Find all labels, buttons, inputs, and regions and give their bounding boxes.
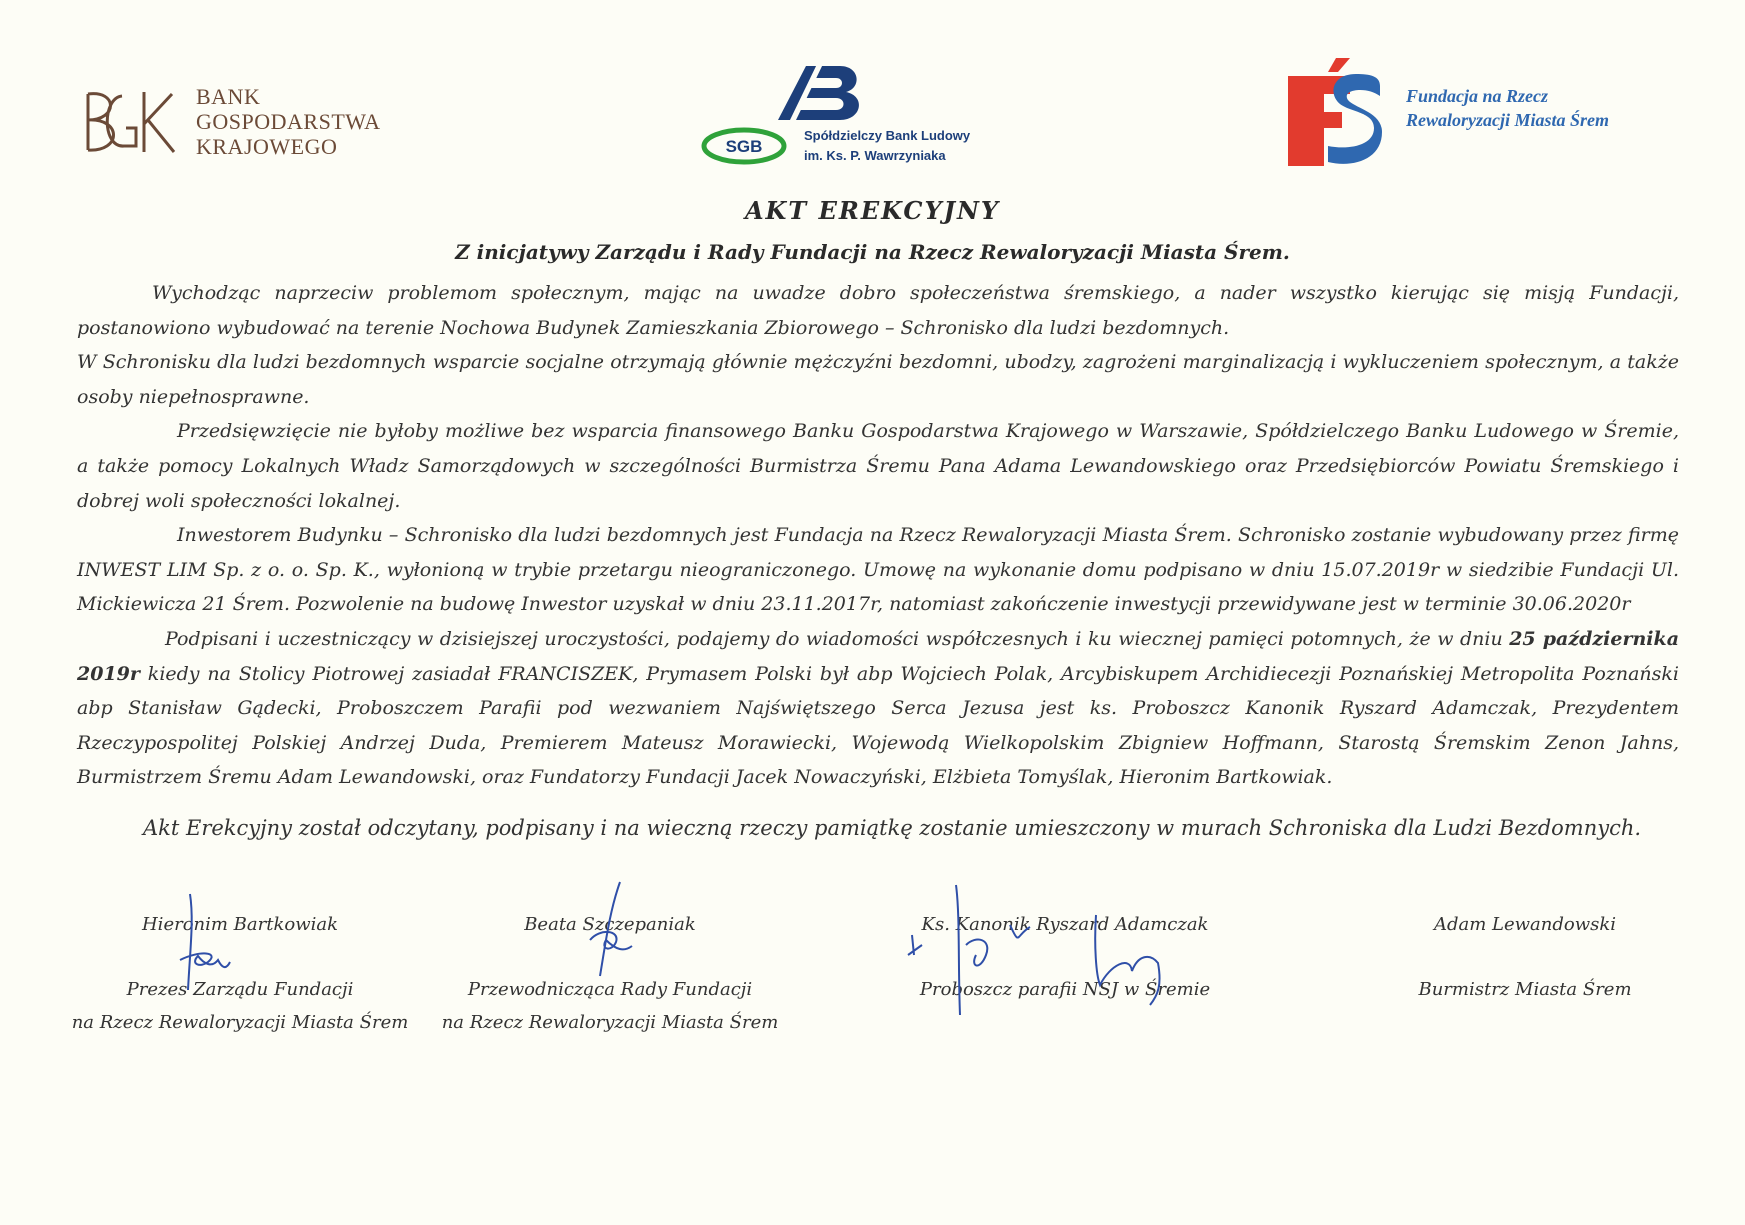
- bgk-line-3: KRAJOWEGO: [196, 134, 338, 159]
- bgk-name: [196, 84, 380, 159]
- document-body: [77, 276, 1679, 795]
- signatory-name: Beata Szczepaniak: [524, 914, 696, 935]
- signatory-role-line-2: na Rzecz Rewaloryzacji Miasta Śrem: [441, 1012, 779, 1033]
- fundacja-line-1: Fundacja na Rzecz: [1406, 86, 1549, 106]
- sgb-logo: [700, 58, 970, 168]
- signatory-name: Hieronim Bartkowiak: [141, 914, 339, 935]
- paragraph-2: W Schronisku dla ludzi bezdomnych wsparcie socjalne otrzymają głównie mężczyźni bezdomni, ubodzy, zagrożeni marginalizacją i wykluczeniem społecznym, a także osoby niepełnosprawne.: [77, 351, 1679, 408]
- fundacja-logo: [1288, 56, 1688, 171]
- sgb-badge-text: SGB: [725, 137, 763, 156]
- sgb-name-line-1: Spółdzielczy Bank Ludowy: [804, 128, 971, 143]
- signatory-name: Adam Lewandowski: [1433, 914, 1617, 935]
- signatory-role: Burmistrz Miasta Śrem: [1418, 979, 1632, 1000]
- signatory-4: [1375, 908, 1675, 1006]
- ceremony-date: 25 października 2019r: [77, 627, 1680, 685]
- document-subtitle: Z inicjatywy Zarządu i Rady Fundacji na Rzecz Rewaloryzacji Miasta Śrem.: [455, 240, 1290, 264]
- fundacja-line-2: Rewaloryzacji Miasta Śrem: [1406, 110, 1610, 130]
- paragraph-5: [77, 622, 1679, 795]
- bgk-monogram-icon: [78, 84, 178, 158]
- signatory-name: Ks. Kanonik Ryszard Adamczak: [921, 914, 1209, 935]
- bgk-line-2: GOSPODARSTWA: [196, 109, 381, 134]
- bgk-logo: [78, 80, 418, 160]
- bgk-line-1: BANK: [196, 84, 261, 109]
- paragraph-4: Inwestorem Budynku – Schronisko dla ludzi bezdomnych jest Fundacja na Rzecz Rewaloryzacji Miasta Śrem. Schronisko zostanie wybudowany przez firmę INWEST LIM Sp. z o. o. Sp. K., wyłonioną w trybie przetargu nieograniczonego. Umowę na wykonanie domu podpisano w dniu 15.07.2019r w siedzibie Fundacji Ul. Mickiewicza 21 Śrem. Pozwolenie na budowę Inwestor uzyskał w dniu 23.11.2017r, natomiast zakończenie inwestycji przewidywane jest w terminie 30.06.2020r: [77, 524, 1679, 616]
- paragraph-5-start: Podpisani i uczestniczący w dzisiejszej uroczystości, podajemy do wiadomości współczesnych i ku wiecznej pamięci potomnych, że w dniu: [165, 627, 1510, 650]
- paragraph-1: Wychodząc naprzeciw problemom społecznym, mając na uwadze dobro społeczeństwa śremskiego, a nader wszystko kierując się misją Fundacji, postanowiono wybudować na terenie Nochowa Budynek Zamieszkania Zbiorowego – Schronisko dla ludzi bezdomnych.: [77, 282, 1679, 339]
- signatory-3: [900, 908, 1230, 1006]
- signatory-role: Prezes Zarządu Fundacji: [126, 979, 354, 1000]
- paragraph-3: Przedsięwzięcie nie byłoby możliwe bez wsparcia finansowego Banku Gospodarstwa Krajowego w Warszawie, Spółdzielczego Banku Ludowego w Śremie, a także pomocy Lokalnych Władz Samorządowych w szczególności Burmistrza Śremu Pana Adama Lewandowskiego oraz Przedsiębiorców Powiatu Śremskiego i dobrej woli społeczności lokalnej.: [77, 420, 1679, 512]
- sgb-name-line-2: im. Ks. P. Wawrzyniaka: [804, 148, 946, 163]
- signatory-2: [430, 908, 790, 1039]
- fundacja-name: [1406, 84, 1609, 132]
- fundacja-mark-icon: [1288, 56, 1383, 168]
- document-title: AKT EREKCYJNY: [744, 196, 1001, 225]
- signatory-role: Proboszcz parafii NSJ w Śremie: [919, 979, 1211, 1000]
- signatory-role: Przewodnicząca Rady Fundacji: [467, 979, 753, 1000]
- signatory-1: [60, 908, 420, 1039]
- closing-statement: Akt Erekcyjny został odczytany, podpisany i na wieczną rzeczy pamiątkę zostanie umieszczony w murach Schroniska dla Ludzi Bezdomnych.: [143, 816, 1642, 840]
- signatory-role-line-2: na Rzecz Rewaloryzacji Miasta Śrem: [71, 1012, 409, 1033]
- paragraph-5-end: kiedy na Stolicy Piotrowej zasiadał FRANCISZEK, Prymasem Polski był abp Wojciech Polak, Arcybiskupem Archidiecezji Poznańskiej Metropolita Poznański abp Stanisław Gądecki, Proboszczem Parafii pod wezwaniem Najświętszego Serca Jezusa jest ks. Proboszcz Kanonik Ryszard Adamczak, Prezydentem Rzeczypospolitej Polskiej Andrzej Duda, Premierem Mateusz Morawiecki, Wojewodą Wielkopolskim Zbigniew Hoffmann, Starostą Śremskim Zenon Jahns, Burmistrzem Śremu Adam Lewandowski, oraz Fundatorzy Fundacji Jacek Nowaczyński, Elżbieta Tomyślak, Hieronim Bartkowiak.: [77, 662, 1679, 789]
